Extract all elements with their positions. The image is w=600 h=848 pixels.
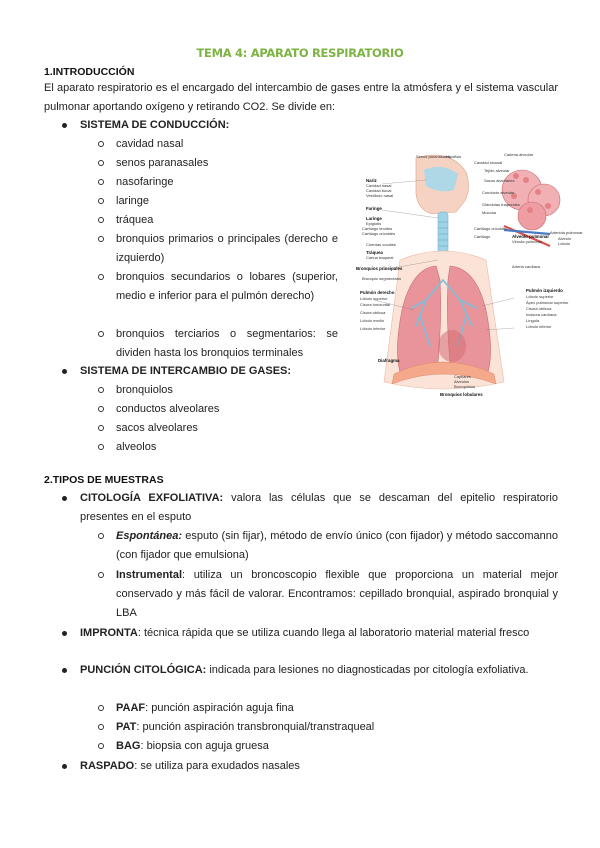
circle-bullet <box>98 425 104 431</box>
diagram-label: Cisura oblicua <box>526 306 552 311</box>
sub-bullet-paaf: PAAF: punción aspiración aguja fina <box>98 699 558 718</box>
diagram-label: Bronquios principales <box>356 266 403 271</box>
diagram-label: Lóbulo inferior <box>526 324 552 329</box>
diagram-label: Lóbulo inferior <box>360 326 386 331</box>
diagram-label: Arteria cardiaca <box>512 264 541 269</box>
diagram-label: Cuerdas vocales <box>366 242 396 247</box>
diagram-label: Cartílago cricoides <box>474 226 508 231</box>
respiratory-anatomy-illustration <box>354 150 583 400</box>
diagram-label: Diafragma <box>378 358 400 363</box>
bullet-exchange <box>62 362 342 381</box>
exchange-label: SISTEMA DE INTERCAMBIO DE GASES: <box>80 365 292 377</box>
diagram-label: Cartílago cricoides <box>362 231 396 236</box>
circle-bullet <box>98 274 104 280</box>
list-item: bronquiolos <box>98 381 338 400</box>
diagram-label: Conducto alveolar <box>482 190 515 195</box>
bullet-raspado: RASPADO: se utiliza para exudados nasales <box>62 757 558 776</box>
diagram-label: Língula <box>526 318 540 323</box>
diagram-label: Laringe <box>366 216 382 221</box>
intro-paragraph: El aparato respiratorio es el encargado del intercambio de gases entre la atmósfera y el sistema vascular pulmonar aportando oxígeno y retirando CO2. Se divide en: <box>44 82 558 113</box>
circle-bullet <box>98 705 104 711</box>
diagram-label: Carina traqueal <box>366 255 394 260</box>
sub-bullet-instrumental: Instrumental: utiliza un broncoscopio flexible que proporciona un material mejor conservado y más fácil de valorar. Encontramos: cepillado bronquial, aspirado bronquial y LBA <box>98 566 558 623</box>
diagram-label: Cartílago tiroides <box>362 226 393 231</box>
diagram-label: Lóbulo superior <box>526 294 554 299</box>
circle-bullet <box>98 444 104 450</box>
diagram-label: Alveolo <box>558 236 572 241</box>
bullet-dot <box>62 123 67 128</box>
sub-bullet-pat: PAT: punción aspiración transbronquial/transtraqueal <box>98 718 558 737</box>
diagram-label: Alveolo pulmonar <box>512 234 550 239</box>
list-item: conductos alveolares <box>98 400 338 419</box>
diagram-label: Cisura horizontal <box>360 302 391 307</box>
diagram-label: Faringe <box>366 206 382 211</box>
circle-bullet <box>98 141 104 147</box>
section-1-heading: 1.INTRODUCCIÓN <box>44 66 135 78</box>
diagram-label: Bronquiolos <box>454 384 476 389</box>
bullet-puncion: PUNCIÓN CITOLÓGICA: indicada para lesiones no diagnosticadas por citología exfoliativa. <box>62 661 558 680</box>
list-item: tráquea <box>98 211 338 230</box>
diagram-label: Cavidad sinusal <box>474 160 503 165</box>
list-item: cavidad nasal <box>98 135 338 154</box>
sub-bullet-espontanea: Espontánea: esputo (sin fijar), método de envío único (con fijador) y método saccomanno (con fijador que emulsiona) <box>98 527 558 565</box>
circle-bullet <box>98 198 104 204</box>
diagram-label: Lóbulo medio <box>360 318 385 323</box>
section-2-heading: 2.TIPOS DE MUESTRAS <box>44 474 164 486</box>
bullet-dot <box>62 668 67 673</box>
diagram-label: Incisura cardíaca <box>526 312 557 317</box>
list-item: laringe <box>98 192 338 211</box>
diagram-label: Tejido alveolar <box>484 168 510 173</box>
diagram-label: Vénula pulmonar <box>512 239 543 244</box>
bullet-conduction <box>62 116 558 135</box>
bullet-impronta: IMPRONTA: técnica rápida que se utiliza cuando llega al laboratorio material material fresco <box>62 624 558 643</box>
circle-bullet <box>98 387 104 393</box>
diagram-label: Mucosa <box>482 210 497 215</box>
diagram-label: Hipófisis <box>446 154 462 159</box>
bullet-dot <box>62 496 67 501</box>
diagram-label: Capilares <box>454 374 471 379</box>
list-item: alveolos <box>98 438 338 457</box>
diagram-label: Pulmón derecho <box>360 290 395 295</box>
diagram-label: Bronquio segmentario <box>362 276 402 281</box>
diagram-label: Arteriola pulmonar <box>550 230 583 235</box>
circle-bullet <box>98 179 104 185</box>
bullet-citologia: CITOLOGÍA EXFOLIATIVA: valora las células que se descaman del epitelio respiratorio presentes en el esputo <box>62 489 558 527</box>
list-item: nasofaringe <box>98 173 338 192</box>
diagram-label: Ápex pulmonar superior <box>526 300 569 305</box>
circle-bullet <box>98 236 104 242</box>
diagram-label: Tráquea <box>366 250 383 255</box>
diagram-label: Cadena alveolar <box>504 152 534 157</box>
conduction-label: SISTEMA DE CONDUCCIÓN: <box>80 119 230 131</box>
circle-bullet <box>98 406 104 412</box>
list-item: bronquios primarios o principales (derecho e izquierdo) <box>98 230 338 268</box>
respiratory-system-diagram <box>354 150 583 400</box>
list-item: sacos alveolares <box>98 419 338 438</box>
list-item: senos paranasales <box>98 154 338 173</box>
diagram-label: Vestíbulo nasal <box>366 193 394 198</box>
document-title: TEMA 4: APARATO RESPIRATORIO <box>196 46 404 60</box>
bullet-dot <box>62 369 67 374</box>
diagram-label: Cartílago <box>474 234 491 239</box>
circle-bullet <box>98 217 104 223</box>
diagram-label: Sacos alveolares <box>484 178 515 183</box>
diagram-label: Glándulas traqueales <box>482 202 520 207</box>
diagram-label: Alveolos <box>454 379 470 384</box>
diagram-label: Cavidad bucal <box>366 188 392 193</box>
diagram-label: Epiglotis <box>366 221 382 226</box>
circle-bullet <box>98 533 104 539</box>
diagram-label: Pulmón izquierdo <box>526 288 563 293</box>
circle-bullet <box>98 724 104 730</box>
bullet-dot <box>62 631 67 636</box>
diagram-label: Cavidad nasal <box>366 183 392 188</box>
diagram-label: Cisura oblicua <box>360 310 386 315</box>
sub-bullet-bag: BAG: biopsia con aguja gruesa <box>98 737 558 756</box>
list-item: bronquios secundarios o lobares (superior, medio e inferior para el pulmón derecho) <box>98 268 338 306</box>
circle-bullet <box>98 743 104 749</box>
diagram-label: Bronquios lobulares <box>440 392 483 397</box>
diagram-label: Senos paranasales <box>416 154 451 159</box>
list-item: bronquios terciarios o segmentarios: se dividen hasta los bronquios terminales <box>98 325 338 363</box>
bullet-dot <box>62 764 67 769</box>
circle-bullet <box>98 572 104 578</box>
circle-bullet <box>98 160 104 166</box>
diagram-label: Nariz <box>366 178 377 183</box>
circle-bullet <box>98 331 104 337</box>
diagram-label: Lóbulo <box>558 241 571 246</box>
diagram-label: Lóbulo superior <box>360 296 388 301</box>
